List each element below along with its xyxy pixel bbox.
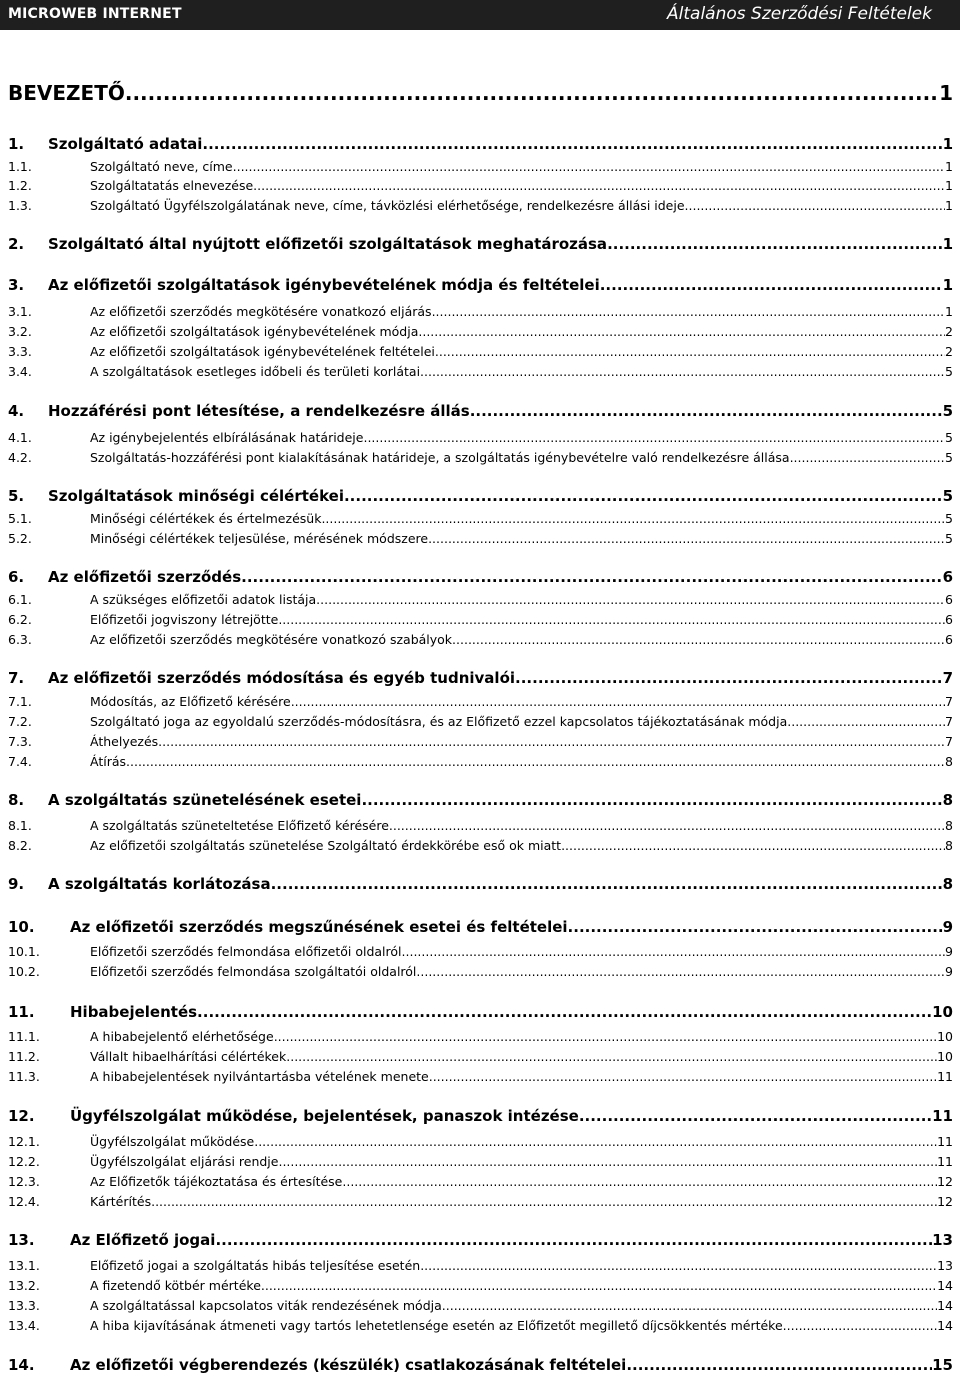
toc-entry-page: 14 [937,1317,953,1333]
toc-entry-number: 3.4. [8,363,32,379]
toc-entry-number: 11.3. [8,1068,40,1084]
toc-entry-title: A fizetendő kötbér mértéke [90,1277,261,1293]
toc-entry-number: 1. [8,135,25,153]
toc-dot-leader [125,81,939,105]
toc-entry-number: 7.1. [8,693,32,709]
toc-entry-number: 12.4. [8,1193,40,1209]
toc-entry[interactable] [8,81,953,105]
toc-entry-page: 5 [945,530,953,546]
toc-dot-leader [600,276,943,294]
toc-entry[interactable] [8,1278,953,1293]
toc-entry-title: A szolgáltatás szünetelésének esetei [48,791,362,809]
toc-entry-page: 1 [945,177,953,193]
toc-entry-page: 8 [942,875,953,893]
toc-entry-title: Az előfizetői végberendezés (készülék) csatlakozásának feltételei [70,1356,627,1374]
toc-entry-title: Átírás [90,753,127,769]
toc-entry-title: Az Előfizető jogai [70,1231,216,1249]
toc-entry-title: Minőségi célértékek és értelmezésük [90,510,322,526]
toc-entry-page: 8 [945,837,953,853]
toc-entry-number: 7.4. [8,753,32,769]
toc-dot-leader [428,531,945,546]
toc-entry-title: Módosítás, az Előfizető kérésére [90,693,291,709]
toc-dot-leader [151,1194,937,1209]
toc-entry[interactable] [8,324,953,339]
toc-entry[interactable] [8,198,953,213]
toc-entry-number: 3.1. [8,303,32,319]
toc-entry-number: 4.1. [8,429,32,445]
toc-entry-number: 13.1. [8,1257,40,1273]
toc-entry-page: 12 [937,1173,953,1189]
toc-entry[interactable] [8,235,953,253]
toc-entry-page: 8 [942,791,953,809]
page-header [0,0,960,30]
toc-entry-page: 2 [945,343,953,359]
toc-dot-leader [790,450,945,465]
toc-entry[interactable] [8,1356,953,1374]
toc-entry[interactable] [8,1231,953,1249]
toc-entry-title: Hibabejelentés [70,1003,198,1021]
toc-entry-page: 5 [942,487,953,505]
toc-entry[interactable] [8,1134,953,1149]
toc-entry[interactable] [8,450,953,465]
toc-entry[interactable] [8,838,953,853]
toc-entry-title: Az előfizetői szerződés [48,568,242,586]
toc-entry[interactable] [8,734,953,749]
toc-dot-leader [432,304,945,319]
toc-entry-page: 6 [945,591,953,607]
toc-entry-number: 7.3. [8,733,32,749]
toc-entry-title: Szolgáltató által nyújtott előfizetői szolgáltatások meghatározása [48,235,608,253]
toc-entry[interactable] [8,1318,953,1333]
toc-entry-number: 6.1. [8,591,32,607]
toc-dot-leader [321,511,945,526]
toc-entry-number: 10.2. [8,963,40,979]
toc-entry[interactable] [8,568,953,586]
toc-entry-number: 12.3. [8,1173,40,1189]
toc-entry-title: A szolgáltatások esetleges időbeli és területi korlátai [90,363,421,379]
toc-dot-leader [278,1154,937,1169]
toc-entry[interactable] [8,791,953,809]
toc-dot-leader [783,1318,937,1333]
toc-entry[interactable] [8,592,953,607]
toc-dot-leader [561,838,945,853]
toc-entry-title: Előfizetői szerződés felmondása szolgáltatói oldalról [90,963,417,979]
toc-dot-leader [416,964,945,979]
toc-entry-title: Ügyfélszolgálat eljárási rendje [90,1153,279,1169]
toc-entry[interactable] [8,1029,953,1044]
toc-entry-page: 14 [937,1277,953,1293]
toc-entry-page: 1 [942,276,953,294]
toc-entry-number: 3.2. [8,323,32,339]
toc-entry-page: 10 [932,1003,953,1021]
toc-entry[interactable] [8,1194,953,1209]
toc-dot-leader [316,592,945,607]
toc-entry[interactable] [8,875,953,893]
toc-entry[interactable] [8,612,953,627]
toc-entry[interactable] [8,964,953,979]
toc-dot-leader [685,198,946,213]
toc-entry[interactable] [8,918,953,936]
toc-entry-title: Áthelyezés [90,733,159,749]
toc-entry[interactable] [8,276,953,294]
toc-entry-number: 4. [8,402,25,420]
toc-entry-number: 6.3. [8,631,32,647]
toc-entry-page: 11 [937,1133,953,1149]
toc-dot-leader [344,487,943,505]
toc-entry[interactable] [8,1154,953,1169]
toc-dot-leader [515,669,943,687]
toc-entry-number: 5.2. [8,530,32,546]
toc-dot-leader [261,1278,937,1293]
toc-entry-title: Szolgáltató Ügyfélszolgálatának neve, címe, távközlési elérhetősége, rendelkezésre állási ideje [90,197,685,213]
toc-entry-title: A hibabejelentések nyilvántartásba vételének menete [90,1068,429,1084]
toc-entry[interactable] [8,1069,953,1084]
toc-entry-page: 5 [945,510,953,526]
toc-entry-number: 1.1. [8,158,32,174]
toc-entry-number: 1.2. [8,177,32,193]
toc-dot-leader [452,632,945,647]
toc-dot-leader [233,159,945,174]
toc-entry-page: 12 [937,1193,953,1209]
toc-entry[interactable] [8,1298,953,1313]
toc-entry-number: 12. [8,1107,35,1125]
toc-entry-number: 10. [8,918,35,936]
toc-entry[interactable] [8,694,953,709]
toc-entry[interactable] [8,1049,953,1064]
toc-entry[interactable] [8,135,953,153]
toc-entry[interactable] [8,669,953,687]
toc-entry-page: 7 [945,733,953,749]
toc-entry-page: 10 [937,1048,953,1064]
toc-entry-page: 7 [945,693,953,709]
toc-entry-number: 2. [8,235,25,253]
toc-entry[interactable] [8,1174,953,1189]
toc-entry[interactable] [8,714,953,729]
toc-entry-number: 8.2. [8,837,32,853]
toc-entry-page: 1 [945,197,953,213]
toc-dot-leader [197,1003,932,1021]
toc-entry-page: 11 [937,1153,953,1169]
toc-entry[interactable] [8,364,953,379]
toc-dot-leader [215,1231,932,1249]
toc-entry-title: A szolgáltatás szüneteltetése Előfizető kérésére [90,817,389,833]
toc-entry-number: 13. [8,1231,35,1249]
toc-dot-leader [361,791,942,809]
toc-entry-number: 5. [8,487,25,505]
toc-dot-leader [286,1049,937,1064]
toc-entry-page: 1 [939,81,953,105]
toc-entry-title: A szolgáltatással kapcsolatos viták rendezésének módja [90,1297,442,1313]
toc-entry-page: 5 [942,402,953,420]
toc-entry-page: 1 [942,235,953,253]
toc-entry-title: A szolgáltatás korlátozása [48,875,271,893]
toc-entry-page: 15 [932,1356,953,1374]
toc-entry-number: 7.2. [8,713,32,729]
toc-entry-title: Ügyfélszolgálat működése, bejelentések, panaszok intézése [70,1107,579,1125]
toc-entry-title: Szolgáltatatás elnevezése [90,177,254,193]
toc-entry-title: Szolgáltató adatai [48,135,203,153]
toc-dot-leader [787,714,945,729]
toc-entry-title: Vállalt hibaelhárítási célértékek [90,1048,287,1064]
toc-dot-leader [253,178,945,193]
toc-entry-title: Minőségi célértékek teljesülése, mérésének módszere [90,530,429,546]
toc-entry[interactable] [8,1107,953,1125]
toc-entry-page: 7 [942,669,953,687]
toc-dot-leader [291,694,945,709]
toc-entry-title: Az igénybejelentés elbírálásának határideje [90,429,364,445]
toc-entry-number: 6.2. [8,611,32,627]
toc-entry-page: 1 [945,303,953,319]
toc-dot-leader [402,944,946,959]
toc-entry-title: Előfizetői szerződés felmondása előfizetői oldalról [90,943,402,959]
toc-entry-title: Az előfizetői szerződés megkötésére vonatkozó szabályok [90,631,453,647]
toc-entry-title: Az előfizetői szolgáltatások igénybevételének feltételei [90,343,435,359]
toc-entry[interactable] [8,178,953,193]
toc-entry[interactable] [8,944,953,959]
toc-entry-number: 5.1. [8,510,32,526]
toc-entry-title: Az előfizetői szerződés megkötésére vonatkozó eljárás [90,303,432,319]
toc-entry-title: A hibabejelentő elérhetősége [90,1028,274,1044]
toc-entry-page: 5 [945,449,953,465]
toc-entry-page: 1 [942,135,953,153]
toc-entry-page: 6 [942,568,953,586]
toc-entry-page: 13 [937,1257,953,1273]
document-title: Általános Szerződési Feltételek [667,4,932,24]
toc-entry-page: 5 [945,429,953,445]
toc-entry-number: 6. [8,568,25,586]
toc-dot-leader [363,430,945,445]
toc-entry-page: 1 [945,158,953,174]
toc-entry-title: Előfizetői jogviszony létrejötte [90,611,279,627]
toc-dot-leader [274,1029,937,1044]
toc-dot-leader [429,1069,937,1084]
toc-entry-number: 13.4. [8,1317,40,1333]
toc-entry-title: Az előfizetői szerződés megszűnésének esetei és feltételei [70,918,568,936]
toc-entry-title: BEVEZETŐ [8,81,125,105]
toc-entry[interactable] [8,818,953,833]
toc-entry-page: 9 [945,963,953,979]
toc-entry-page: 5 [945,363,953,379]
toc-entry-title: Az előfizetői szolgáltatás szünetelése Szolgáltató érdekkörébe eső ok miatt [90,837,562,853]
toc-dot-leader [568,918,943,936]
toc-entry-title: Kártérítés [90,1193,152,1209]
toc-dot-leader [626,1356,932,1374]
toc-entry-page: 8 [945,753,953,769]
toc-entry-title: Az Előfizetők tájékoztatása és értesítése [90,1173,343,1189]
toc-entry-page: 6 [945,631,953,647]
toc-entry-number: 12.1. [8,1133,40,1149]
toc-entry-number: 3. [8,276,25,294]
toc-entry-number: 11.1. [8,1028,40,1044]
toc-entry-title: A hiba kijavításának átmeneti vagy tartós lehetetlensége esetén az Előfizetőt megillető díjcsökkentés mértéke [90,1317,783,1333]
toc-dot-leader [126,754,945,769]
toc-dot-leader [254,1134,937,1149]
toc-dot-leader [241,568,942,586]
toc-entry-number: 3.3. [8,343,32,359]
toc-entry-page: 13 [932,1231,953,1249]
toc-entry-number: 11.2. [8,1048,40,1064]
toc-entry[interactable] [8,531,953,546]
toc-entry-page: 11 [932,1107,953,1125]
toc-entry-title: Az előfizetői szerződés módosítása és egyéb tudnivalói [48,669,516,687]
toc-entry-page: 14 [937,1297,953,1313]
toc-entry-number: 8.1. [8,817,32,833]
toc-entry[interactable] [8,511,953,526]
toc-entry-number: 12.2. [8,1153,40,1169]
toc-entry-number: 13.3. [8,1297,40,1313]
toc-entry-title: Szolgáltató joga az egyoldalú szerződés-módosításra, és az Előfizető ezzel kapcsolatos tájékoztatásának módja [90,713,788,729]
toc-entry-title: Ügyfélszolgálat működése [90,1133,255,1149]
toc-dot-leader [158,734,945,749]
toc-entry-page: 10 [937,1028,953,1044]
toc-dot-leader [278,612,945,627]
toc-entry-number: 8. [8,791,25,809]
toc-entry-page: 9 [945,943,953,959]
toc-entry-number: 11. [8,1003,35,1021]
toc-entry[interactable] [8,430,953,445]
toc-entry-page: 8 [945,817,953,833]
toc-entry[interactable] [8,1258,953,1273]
toc-dot-leader [607,235,943,253]
toc-entry-page: 9 [942,918,953,936]
toc-entry-number: 10.1. [8,943,40,959]
toc-entry-page: 11 [937,1068,953,1084]
toc-entry-title: Előfizető jogai a szolgáltatás hibás teljesítése esetén [90,1257,421,1273]
toc-entry[interactable] [8,1003,953,1021]
toc-entry-number: 4.2. [8,449,32,465]
toc-entry-page: 7 [945,713,953,729]
toc-entry-number: 7. [8,669,25,687]
toc-dot-leader [442,1298,937,1313]
toc-entry[interactable] [8,344,953,359]
toc-dot-leader [470,402,943,420]
toc-entry[interactable] [8,487,953,505]
toc-entry-number: 1.3. [8,197,32,213]
toc-entry-title: Hozzáférési pont létesítése, a rendelkezésre állás [48,402,470,420]
toc-entry-number: 13.2. [8,1277,40,1293]
toc-dot-leader [271,875,943,893]
toc-entry-page: 2 [945,323,953,339]
toc-dot-leader [420,364,945,379]
toc-dot-leader [342,1174,937,1189]
toc-entry[interactable] [8,402,953,420]
toc-entry-title: Az előfizetői szolgáltatások igénybevételének módja [90,323,419,339]
toc-dot-leader [418,324,945,339]
toc-entry-number: 14. [8,1356,35,1374]
toc-entry[interactable] [8,159,953,174]
toc-dot-leader [420,1258,937,1273]
toc-entry-title: A szükséges előfizetői adatok listája [90,591,317,607]
toc-dot-leader [389,818,945,833]
toc-entry-title: Szolgáltató neve, címe [90,158,233,174]
company-name: MICROWEB INTERNET [8,6,182,22]
toc-entry[interactable] [8,632,953,647]
toc-entry-page: 6 [945,611,953,627]
toc-entry-number: 9. [8,875,25,893]
toc-entry-title: Szolgáltatás-hozzáférési pont kialakításának határideje, a szolgáltatás igénybevételre való rendelkezésre állása [90,449,790,465]
toc-entry[interactable] [8,304,953,319]
toc-entry-title: Az előfizetői szolgáltatások igénybevételének módja és feltételei [48,276,600,294]
toc-dot-leader [435,344,945,359]
toc-dot-leader [579,1107,932,1125]
toc-dot-leader [202,135,942,153]
toc-entry-title: Szolgáltatások minőségi célértékei [48,487,344,505]
toc-entry[interactable] [8,754,953,769]
